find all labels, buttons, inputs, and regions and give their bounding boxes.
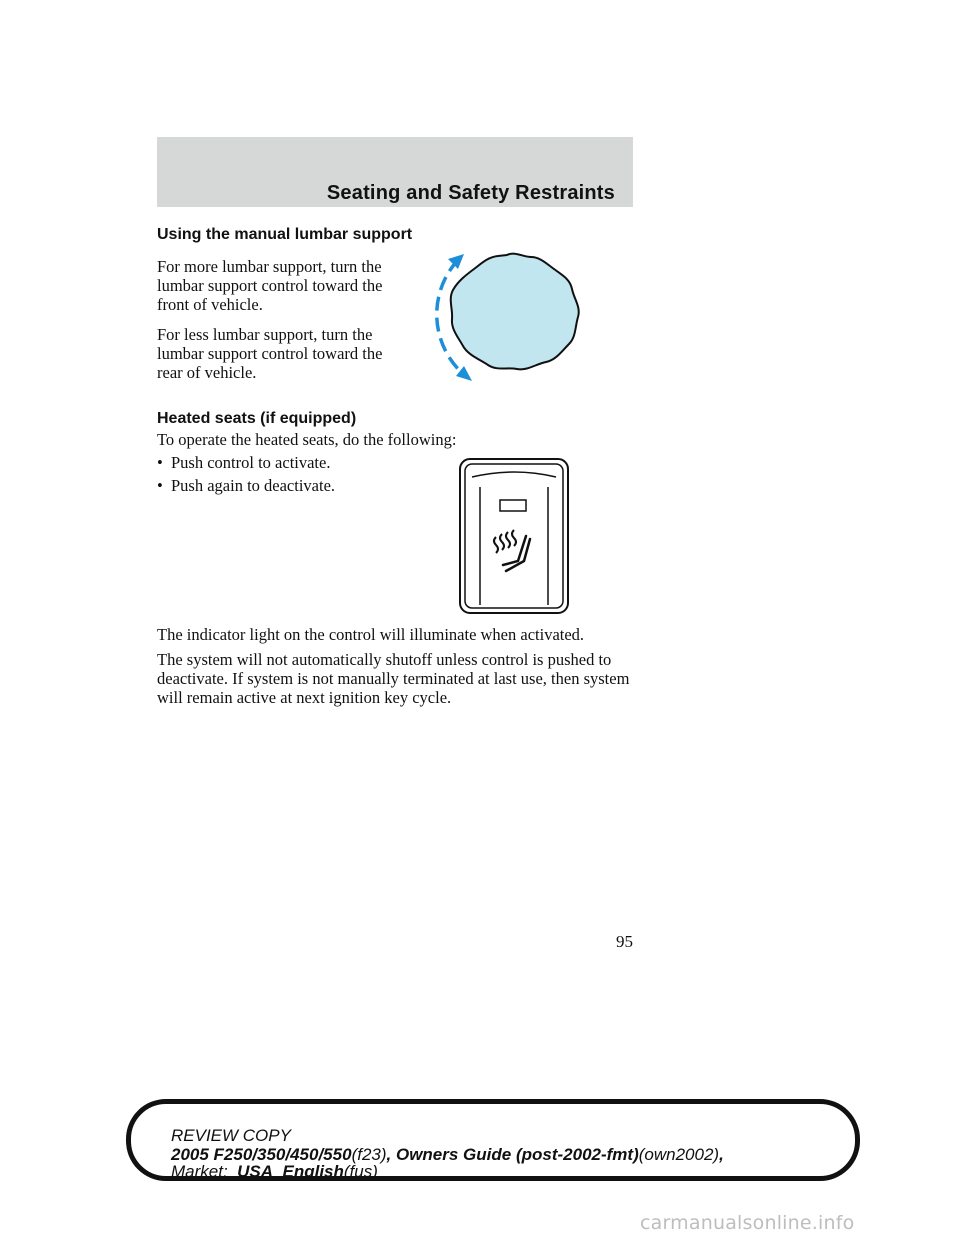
heated-bullet-2-text: Push again to deactivate. xyxy=(171,476,336,495)
footer-guide-code: (own2002) xyxy=(638,1145,720,1164)
heated-bullet-1-text: Push control to activate. xyxy=(171,453,331,472)
footer-model-code: (f23) xyxy=(351,1145,387,1164)
watermark: carmanualsonline.info xyxy=(640,1212,855,1234)
footer-review: REVIEW COPY xyxy=(171,1126,291,1145)
lumbar-less-line-3: rear of vehicle. xyxy=(157,363,257,382)
heated-seat-switch-icon xyxy=(458,457,570,620)
lumbar-knob-rotate-icon xyxy=(420,245,600,395)
switch-outer-frame xyxy=(460,459,568,613)
lumbar-more-line-3: front of vehicle. xyxy=(157,295,263,314)
footer-comma: , xyxy=(719,1145,724,1164)
lumbar-more-paragraph xyxy=(157,257,382,314)
footer-model: 2005 F250/350/450/550 xyxy=(171,1145,352,1164)
lumbar-more-line-2: lumbar support control toward the xyxy=(157,276,383,295)
lumbar-less-line-1: For less lumbar support, turn the xyxy=(157,325,373,344)
lumbar-heading: Using the manual lumbar support xyxy=(157,226,413,243)
indicator-paragraph: The indicator light on the control will illuminate when activated. xyxy=(157,625,585,644)
lumbar-knob xyxy=(451,254,579,370)
bullet-dot-icon: • xyxy=(157,476,163,495)
lumbar-more-line-1: For more lumbar support, turn the xyxy=(157,257,382,276)
heated-heading: Heated seats (if equipped) xyxy=(157,410,357,427)
arrow-head-bottom xyxy=(456,366,472,381)
lumbar-less-line-2: lumbar support control toward the xyxy=(157,344,383,363)
system-line-1: The system will not automatically shutoff unless control is pushed to xyxy=(157,650,612,669)
bullet-dot-icon: • xyxy=(157,453,163,472)
footer-market-label: Market: xyxy=(171,1162,228,1181)
footer-box xyxy=(126,1099,860,1181)
system-line-2: deactivate. If system is not manually terminated at last use, then system xyxy=(157,669,630,688)
system-paragraph xyxy=(157,650,629,707)
footer-market: USA_English xyxy=(237,1162,344,1181)
indicator-light xyxy=(500,500,526,511)
footer-market-code: (fus) xyxy=(343,1162,378,1181)
system-line-3: will remain active at next ignition key cycle. xyxy=(157,688,452,707)
header-band xyxy=(157,137,633,207)
lumbar-less-paragraph xyxy=(157,325,382,382)
footer-market-line xyxy=(171,1162,378,1181)
page-section-title: Seating and Safety Restraints xyxy=(326,182,615,204)
page-number: 95 xyxy=(616,932,633,951)
heated-intro: To operate the heated seats, do the following: xyxy=(157,430,457,449)
footer-guide: , Owners Guide (post-2002-fmt) xyxy=(386,1145,639,1164)
